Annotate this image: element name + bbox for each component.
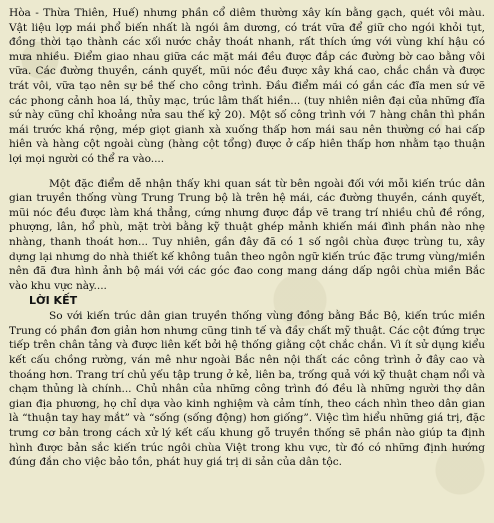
conclusion-heading: LỜI KẾT (29, 294, 78, 308)
paragraph-gap (9, 167, 485, 177)
paragraph-conclusion: So với kiến trúc dân gian truyền thống vùng đồng bằng Bắc Bộ, kiến trúc miền Trung có phần đơn giản hơn nhưng cũng tinh tế và đầy chất mỹ thuật. Các cột đứng trực tiếp trên chân tảng và được liên kết bởi hệ thống giằng cột chắc chắn. Vì ít sử dụng kiểu kết cấu chồng rường, ván mê như ngoài Bắc nên nội thất các công trình ở đây cao và thoáng hơn. Trang trí chủ yếu tập trung ở kẻ, liên ba, trống quả với kỹ thuật chạm nổi và chạm thủng là chính... Chủ nhân của những công trình đó đều là những người thợ dân gian địa phương, họ chỉ dựa vào kinh nghiệm và cảm tính, theo cách nhìn theo dân gian là “thuận tay hay mắt” và “sống (sống động) hơn giống”. Việc tìm hiểu những giá trị, đặc trưng cơ bản trong cách xử lý kết cấu khung gỗ truyền thống sẽ phần nào giúp ta định hình được bản sắc kiến trúc ngôi chùa Việt trong khu vực, từ đó có những định hướng đúng đắn cho việc bảo tồn, phát huy giá trị di sản của dân tộc. (9, 310, 485, 469)
paragraph-roof-decoration: Một đặc điểm dễ nhận thấy khi quan sát từ bên ngoài đối với mỗi kiến trúc dân gian truyền thống vùng Trung Trung bộ là trên hệ mái, các đường thuyền, cánh quyết, mũi nóc đều được làm khá thẳng, cứng nhưng được đắp vẽ trang trí nhiều chủ đề rồng, phượng, lân, hổ phù, mặt trời bằng kỹ thuật ghép mảnh khiến mái đình phần nào nhẹ nhàng, thanh thoát hơn... Tuy nhiên, gần đây đã có 1 số ngôi chùa được trùng tu, xây dựng lại nhưng do nhà thiết kế không tuân theo ngôn ngữ kiến trúc đặc trưng vùng/miền nên đã đưa hình ảnh bộ mái với các góc đao cong mang dáng dấp ngôi chùa miền Bắc vào khu vực này.... (9, 177, 485, 292)
paragraph-roof-materials: Hòa - Thừa Thiên, Huế) nhưng phần cổ diêm thường xây kín bằng gạch, quét vôi màu. Vật liệu lợp mái phổ biến nhất là ngói âm dương, có trát vữa để giữ cho ngói khỏi tụt, đồng thời tạo thành các xối nước chảy thoát nhanh, rất thích ứng với vùng khí hậu có mưa nhiều. Điểm giao nhau giữa các mặt mái đều được đắp các đường bờ cao bằng vôi vữa. Các đường thuyền, cánh quyết, mũi nóc đều được xây khá cao, chắc chắn và được trát vôi, vữa tạo nên sự bề thế cho công trình. Đầu điểm mái có gắn các đĩa men sứ vẽ các phong cảnh hoa lá, thủy mạc, trúc lâm thất hiền... (tuy nhiên niên đại của những đĩa sứ này cũng chỉ khoảng nửa sau thế kỷ 20). Một số công trình với 7 hàng chân thì phần mái trước khá rộng, mép giọt gianh xà xuống thấp hơn mái sau nên thường có hai cấp hiên và hàng cột ngoài cùng (hàng cột tổng) được ở cấp hiên thấp hơn nhằm tạo thuận lợi mọi người có thể ra vào.... (9, 7, 485, 165)
